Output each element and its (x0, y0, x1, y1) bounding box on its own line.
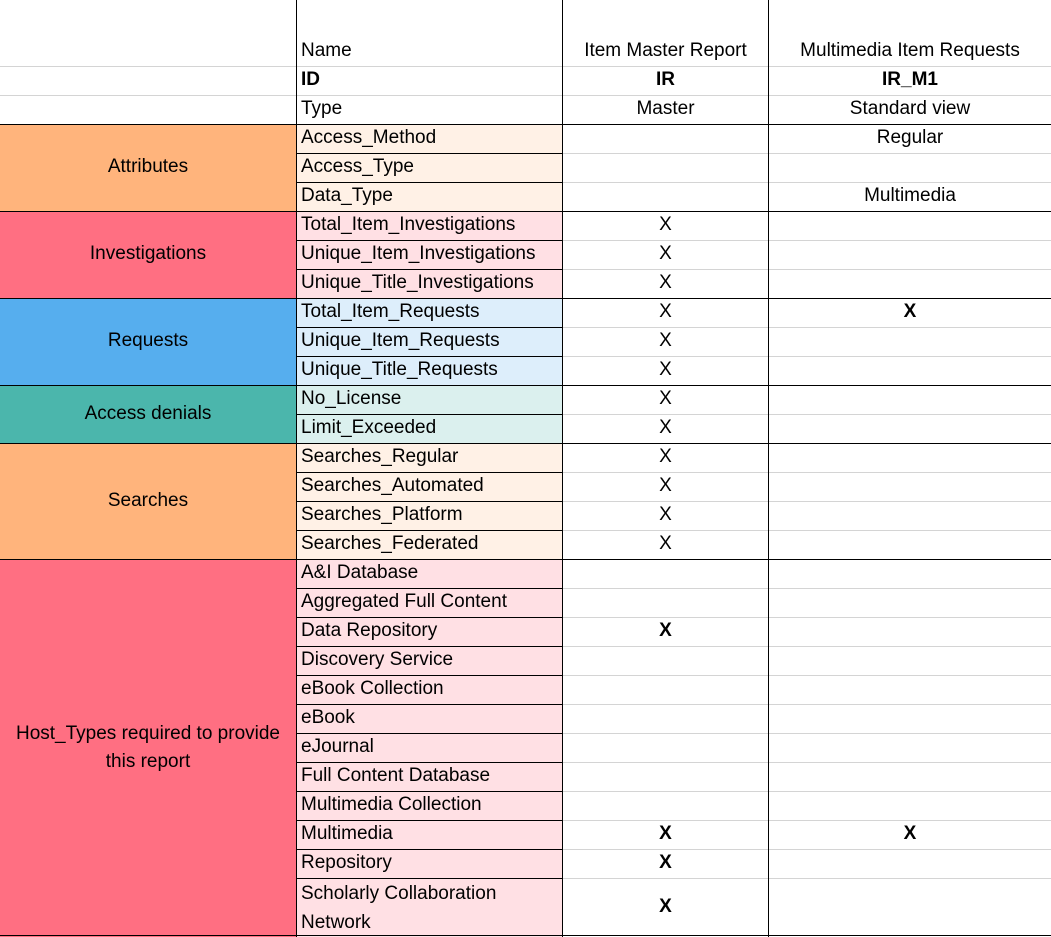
metric-name[interactable]: Repository (297, 849, 562, 878)
header-id-ir-m1[interactable]: IR_M1 (882, 69, 938, 91)
ir-m1-value[interactable] (769, 501, 1051, 530)
ir-value[interactable] (563, 733, 768, 762)
gridline (563, 849, 1051, 850)
column-border (296, 0, 297, 937)
ir-value[interactable] (563, 704, 768, 733)
gridline (563, 327, 1051, 328)
header-type-label[interactable]: Type (301, 98, 343, 120)
group-separator (0, 211, 1051, 212)
metric-name[interactable]: A&I Database (297, 559, 562, 588)
metric-name[interactable]: Discovery Service (297, 646, 562, 675)
gridline (563, 675, 1051, 676)
ir-value[interactable]: X (659, 359, 672, 381)
ir-m1-value[interactable] (769, 530, 1051, 559)
metric-name[interactable]: eJournal (297, 733, 562, 762)
ir-m1-value[interactable] (769, 327, 1051, 356)
ir-m1-value[interactable] (769, 849, 1051, 878)
gridline (296, 356, 562, 357)
metric-name[interactable]: Total_Item_Requests (297, 298, 562, 327)
ir-value[interactable]: X (659, 214, 672, 236)
metric-name[interactable]: Unique_Item_Investigations (297, 240, 562, 269)
header-id-label[interactable]: ID (301, 69, 320, 91)
gridline (296, 675, 562, 676)
ir-m1-value[interactable] (769, 646, 1051, 675)
ir-value[interactable]: X (659, 475, 672, 497)
column-border (562, 0, 563, 937)
gridline (296, 733, 562, 734)
gridline (296, 762, 562, 763)
gridline (563, 646, 1051, 647)
ir-value[interactable]: X (659, 330, 672, 352)
header-name-label[interactable]: Name (301, 40, 352, 62)
ir-m1-value[interactable] (769, 269, 1051, 298)
ir-value[interactable]: X (659, 896, 672, 918)
gridline (296, 588, 562, 589)
group-separator (0, 935, 1051, 936)
gridline (296, 240, 562, 241)
ir-value[interactable] (563, 559, 768, 588)
gridline (296, 153, 562, 154)
metric-name[interactable]: No_License (297, 385, 562, 414)
ir-value[interactable]: X (659, 823, 672, 845)
metric-name[interactable]: Scholarly Collaboration Network (297, 878, 562, 937)
group-separator (0, 298, 1051, 299)
ir-m1-value[interactable] (769, 472, 1051, 501)
group-access-denials[interactable]: Access denials (0, 385, 296, 443)
gridline (563, 762, 1051, 763)
ir-value[interactable] (563, 182, 768, 211)
metric-name[interactable]: Data_Type (297, 182, 562, 211)
gridline (296, 530, 562, 531)
metric-name[interactable]: Multimedia Collection (297, 791, 562, 820)
gridline (0, 95, 1051, 96)
metric-name[interactable]: Data Repository (297, 617, 562, 646)
ir-value[interactable] (563, 588, 768, 617)
ir-m1-value[interactable] (769, 153, 1051, 182)
ir-m1-value[interactable] (769, 791, 1051, 820)
gridline (563, 878, 1051, 879)
ir-value[interactable]: X (659, 417, 672, 439)
gridline (563, 820, 1051, 821)
header-type-ir[interactable]: Master (636, 98, 695, 120)
ir-value[interactable]: X (659, 301, 672, 323)
gridline (296, 327, 562, 328)
ir-value[interactable]: X (659, 852, 672, 874)
ir-value[interactable]: X (659, 446, 672, 468)
group-requests[interactable]: Requests (0, 298, 296, 385)
gridline (563, 530, 1051, 531)
gridline (563, 588, 1051, 589)
ir-m1-value[interactable] (769, 414, 1051, 443)
ir-m1-value[interactable] (769, 356, 1051, 385)
ir-m1-value[interactable]: X (903, 823, 917, 845)
group-separator (0, 124, 1051, 125)
ir-m1-value[interactable] (769, 211, 1051, 240)
metric-name[interactable]: Multimedia (297, 820, 562, 849)
metric-name[interactable]: Access_Type (297, 153, 562, 182)
ir-m1-value[interactable] (769, 559, 1051, 588)
gridline (296, 182, 562, 183)
ir-value[interactable] (563, 646, 768, 675)
ir-m1-value[interactable]: Regular (876, 127, 944, 149)
column-border (768, 0, 769, 937)
ir-value[interactable]: X (659, 504, 672, 526)
gridline (563, 182, 1051, 183)
ir-value[interactable] (563, 675, 768, 704)
header-type-ir-m1[interactable]: Standard view (849, 98, 971, 120)
header-name-ir-m1[interactable]: Multimedia Item Requests (800, 40, 1020, 62)
metric-name[interactable]: Unique_Title_Investigations (297, 269, 562, 298)
gridline (563, 733, 1051, 734)
metric-name[interactable]: Access_Method (297, 124, 562, 153)
header-name-ir[interactable]: Item Master Report (584, 40, 747, 62)
ir-m1-value[interactable] (769, 385, 1051, 414)
ir-m1-value[interactable]: Multimedia (864, 185, 956, 207)
header-id-ir[interactable]: IR (656, 69, 675, 91)
gridline (563, 269, 1051, 270)
group-host-types[interactable]: Host_Types required to provide this report (0, 559, 296, 937)
metric-name[interactable]: Aggregated Full Content (297, 588, 562, 617)
ir-m1-value[interactable] (769, 240, 1051, 269)
gridline (296, 849, 562, 850)
gridline (296, 646, 562, 647)
gridline (296, 414, 562, 415)
metric-name[interactable]: Searches_Federated (297, 530, 562, 559)
gridline (563, 240, 1051, 241)
gridline (296, 501, 562, 502)
gridline (296, 704, 562, 705)
ir-m1-value[interactable] (769, 617, 1051, 646)
ir-m1-value[interactable] (769, 443, 1051, 472)
group-investigations[interactable]: Investigations (0, 211, 296, 298)
ir-value[interactable]: X (659, 533, 672, 555)
metric-name[interactable]: Full Content Database (297, 762, 562, 791)
metric-name[interactable]: Searches_Automated (297, 472, 562, 501)
gridline (563, 617, 1051, 618)
ir-m1-value[interactable] (769, 733, 1051, 762)
gridline (563, 472, 1051, 473)
gridline (563, 704, 1051, 705)
group-separator (0, 443, 1051, 444)
metric-name[interactable]: Total_Item_Investigations (297, 211, 562, 240)
gridline (0, 66, 1051, 67)
ir-m1-value[interactable] (769, 675, 1051, 704)
gridline (296, 820, 562, 821)
metric-name[interactable]: Searches_Regular (297, 443, 562, 472)
gridline (563, 791, 1051, 792)
ir-m1-value[interactable] (769, 762, 1051, 791)
metric-name[interactable]: Unique_Item_Requests (297, 327, 562, 356)
ir-value[interactable] (563, 791, 768, 820)
gridline (563, 356, 1051, 357)
gridline (296, 472, 562, 473)
gridline (296, 791, 562, 792)
gridline (296, 269, 562, 270)
metric-name[interactable]: Limit_Exceeded (297, 414, 562, 443)
ir-value[interactable]: X (659, 620, 672, 642)
gridline (563, 501, 1051, 502)
ir-m1-value[interactable] (769, 704, 1051, 733)
ir-m1-value[interactable] (769, 588, 1051, 617)
metric-name[interactable]: Searches_Platform (297, 501, 562, 530)
ir-value[interactable] (563, 153, 768, 182)
gridline (296, 878, 562, 879)
ir-m1-value[interactable] (769, 878, 1051, 937)
ir-value[interactable] (563, 762, 768, 791)
group-separator (0, 385, 1051, 386)
gridline (563, 414, 1051, 415)
group-searches[interactable]: Searches (0, 443, 296, 559)
group-attributes[interactable]: Attributes (0, 124, 296, 211)
ir-value[interactable]: X (659, 243, 672, 265)
metric-name[interactable]: eBook Collection (297, 675, 562, 704)
ir-value[interactable]: X (659, 272, 672, 294)
metric-name[interactable]: Unique_Title_Requests (297, 356, 562, 385)
metric-name[interactable]: eBook (297, 704, 562, 733)
ir-value[interactable] (563, 124, 768, 153)
gridline (296, 617, 562, 618)
ir-m1-value[interactable]: X (903, 301, 917, 323)
group-separator (0, 559, 1051, 560)
ir-value[interactable]: X (659, 388, 672, 410)
gridline (563, 153, 1051, 154)
